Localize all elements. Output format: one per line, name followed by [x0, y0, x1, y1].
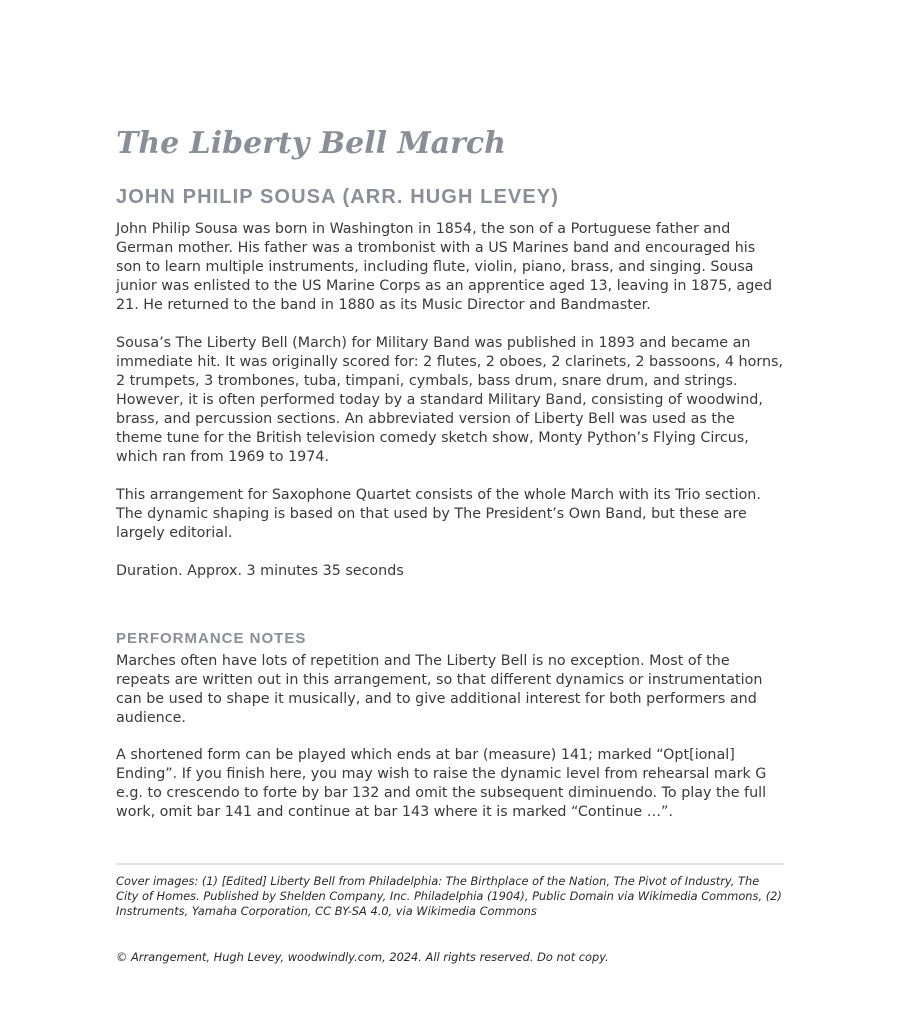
duration-text: Duration. Approx. 3 minutes 35 seconds — [116, 563, 404, 579]
intro-paragraph-arrangement: This arrangement for Saxophone Quartet consists of the whole March with its Trio section. The dynamic shaping is based on that used by The President’s Own Band, but these are largely editorial. — [116, 487, 761, 541]
performance-notes-heading: PERFORMANCE NOTES — [116, 630, 307, 647]
cover-image-credits: Cover images: (1) [Edited] Liberty Bell from Philadelphia: The Birthplace of the Nation, The Pivot of Industry, The City of Homes. Published by Shelden Company, Inc. Philadelphia (1904), Public Domain via Wikimedia Commons, (2) Instruments, Yamaha Corporation, CC BY-SA 4.0, via Wikimedia Commons — [116, 874, 782, 919]
intro-paragraph-biography: John Philip Sousa was born in Washington in 1854, the son of a Portuguese father and German mother. His father was a trombonist with a US Marines band and encouraged his son to learn multiple instruments, including flute, violin, piano, brass, and singing. Sousa junior was enlisted to the US Marine Corps as an apprentice aged 13, leaving in 1875, aged 21. He returned to the band in 1880 as its Music Director and Bandmaster. — [116, 221, 773, 313]
performance-notes-paragraph-repetition: Marches often have lots of repetition and The Liberty Bell is no exception. Most of the repeats are written out in this arrangement, so that different dynamics or instrumentation can be used to shape it musically, and to give additional interest for both performers and audience. — [116, 653, 763, 726]
footer-divider — [116, 863, 784, 865]
performance-notes-paragraph-ending: A shortened form can be played which ends at bar (measure) 141; marked “Opt[ional] Ending”. If you finish here, you may wish to raise the dynamic level from rehearsal mark G e.g. to crescendo to forte by bar 132 and omit the subsequent diminuendo. To play the full work, omit bar 141 and continue at bar 143 where it is marked “Continue …”. — [116, 747, 767, 820]
copyright-notice: © Arrangement, Hugh Levey, woodwindly.com, 2024. All rights reserved. Do not copy. — [116, 950, 609, 964]
intro-paragraph-history: Sousa’s The Liberty Bell (March) for Military Band was published in 1893 and became an immediate hit. It was originally scored for: 2 flutes, 2 oboes, 2 clarinets, 2 bassoons, 4 horns, 2 trumpets, 3 trombones, tuba, timpani, cymbals, bass drum, snare drum, and strings. However, it is often performed today by a standard Military Band, consisting of woodwind, brass, and percussion sections. An abbreviated version of Liberty Bell was used as the theme tune for the British television comedy sketch show, Monty Python’s Flying Circus, which ran from 1969 to 1974. — [116, 335, 784, 465]
composer-subtitle: JOHN PHILIP SOUSA (ARR. HUGH LEVEY) — [116, 186, 559, 208]
document-title: The Liberty Bell March — [116, 126, 506, 161]
